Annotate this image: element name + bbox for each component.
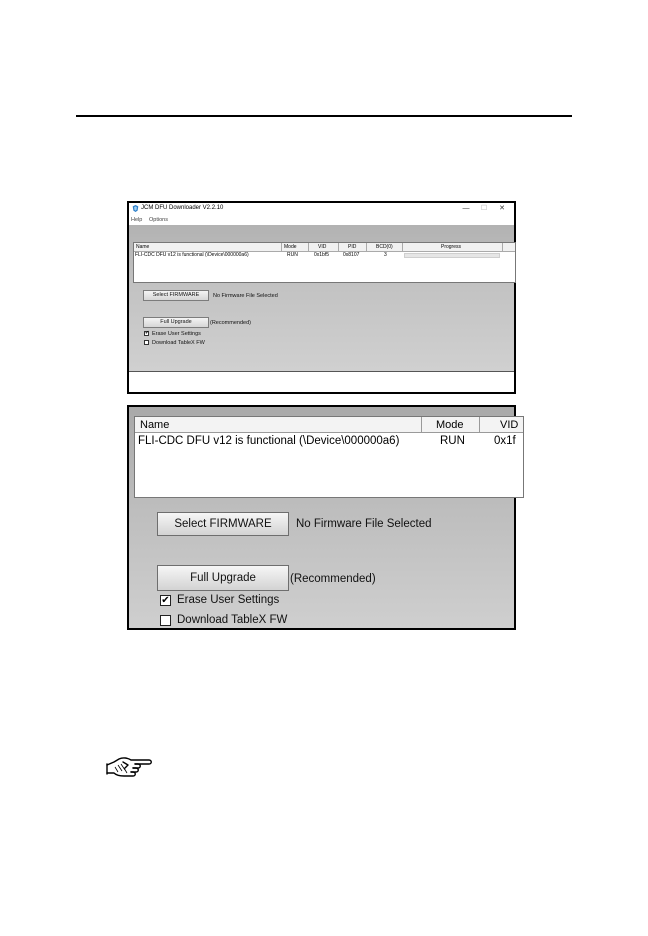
device-mode-cell: RUN xyxy=(287,252,298,258)
download-tablex-checkbox[interactable] xyxy=(144,340,149,345)
device-mode-cell-zoomed: RUN xyxy=(440,435,465,447)
maximize-button[interactable]: ☐ xyxy=(480,205,488,212)
column-pid[interactable]: PID xyxy=(339,243,367,251)
full-upgrade-button[interactable]: Full Upgrade xyxy=(143,317,209,328)
device-vid-cell: 0x1bf5 xyxy=(314,252,330,258)
minimize-button[interactable]: — xyxy=(462,205,470,212)
app-logo-icon xyxy=(132,205,139,212)
device-vid-cell-zoomed: 0x1f xyxy=(494,435,516,447)
select-firmware-button[interactable]: Select FIRMWARE xyxy=(143,290,209,301)
erase-user-settings-label-zoomed: Erase User Settings xyxy=(177,594,280,606)
device-list-header-zoomed xyxy=(135,417,523,433)
window-title: JCM DFU Downloader V2.2.10 xyxy=(141,205,224,211)
erase-user-settings-label: Erase User Settings xyxy=(152,331,201,337)
pointing-hand-icon xyxy=(104,753,154,789)
menu-help[interactable]: Help xyxy=(131,217,143,223)
status-bar xyxy=(129,371,514,392)
device-pid-cell: 0x8107 xyxy=(343,252,360,258)
page-header-rule xyxy=(76,115,572,117)
dfu-window-screenshot xyxy=(127,201,516,394)
menu-bar xyxy=(129,215,514,225)
download-tablex-label-zoomed: Download TableX FW xyxy=(177,614,288,626)
column-vid-zoomed[interactable]: VID xyxy=(500,419,519,431)
main-panel xyxy=(129,225,514,371)
full-upgrade-button-zoomed[interactable]: Full Upgrade xyxy=(157,565,289,591)
select-firmware-button-zoomed[interactable]: Select FIRMWARE xyxy=(157,512,289,536)
column-name[interactable]: Name xyxy=(134,243,282,251)
title-bar xyxy=(129,203,514,215)
close-button[interactable]: ✕ xyxy=(499,205,505,212)
progress-bar xyxy=(404,253,500,258)
column-vid[interactable]: VID xyxy=(309,243,339,251)
device-list-header xyxy=(134,243,515,252)
firmware-status-text-zoomed: No Firmware File Selected xyxy=(296,518,432,530)
erase-user-settings-checkbox-zoomed[interactable]: ✔ xyxy=(161,595,170,606)
recommended-note-zoomed: (Recommended) xyxy=(290,573,376,585)
zoomed-window-screenshot xyxy=(127,405,519,630)
column-bcd[interactable]: BCD(0) xyxy=(367,243,403,251)
device-list[interactable] xyxy=(133,242,516,283)
device-bcd-cell: 3 xyxy=(384,252,387,258)
erase-user-settings-checkbox[interactable]: ✔ xyxy=(145,330,150,336)
device-name-cell: FLI-CDC DFU v12 is functional (\Device\000000a6) xyxy=(135,252,249,258)
device-list-zoomed[interactable] xyxy=(134,416,524,498)
column-mode[interactable]: Mode xyxy=(282,243,309,251)
column-progress[interactable]: Progress xyxy=(403,243,503,251)
download-tablex-label: Download TableX FW xyxy=(152,340,205,346)
recommended-note: (Recommended) xyxy=(210,320,251,326)
column-mode-zoomed[interactable]: Mode xyxy=(422,417,480,432)
menu-options[interactable]: Options xyxy=(149,217,168,223)
firmware-status-text: No Firmware File Selected xyxy=(213,293,278,299)
column-name-zoomed[interactable]: Name xyxy=(135,417,422,432)
device-name-cell-zoomed: FLI-CDC DFU v12 is functional (\Device\000000a6) xyxy=(138,435,400,447)
download-tablex-checkbox-zoomed[interactable] xyxy=(160,615,171,626)
